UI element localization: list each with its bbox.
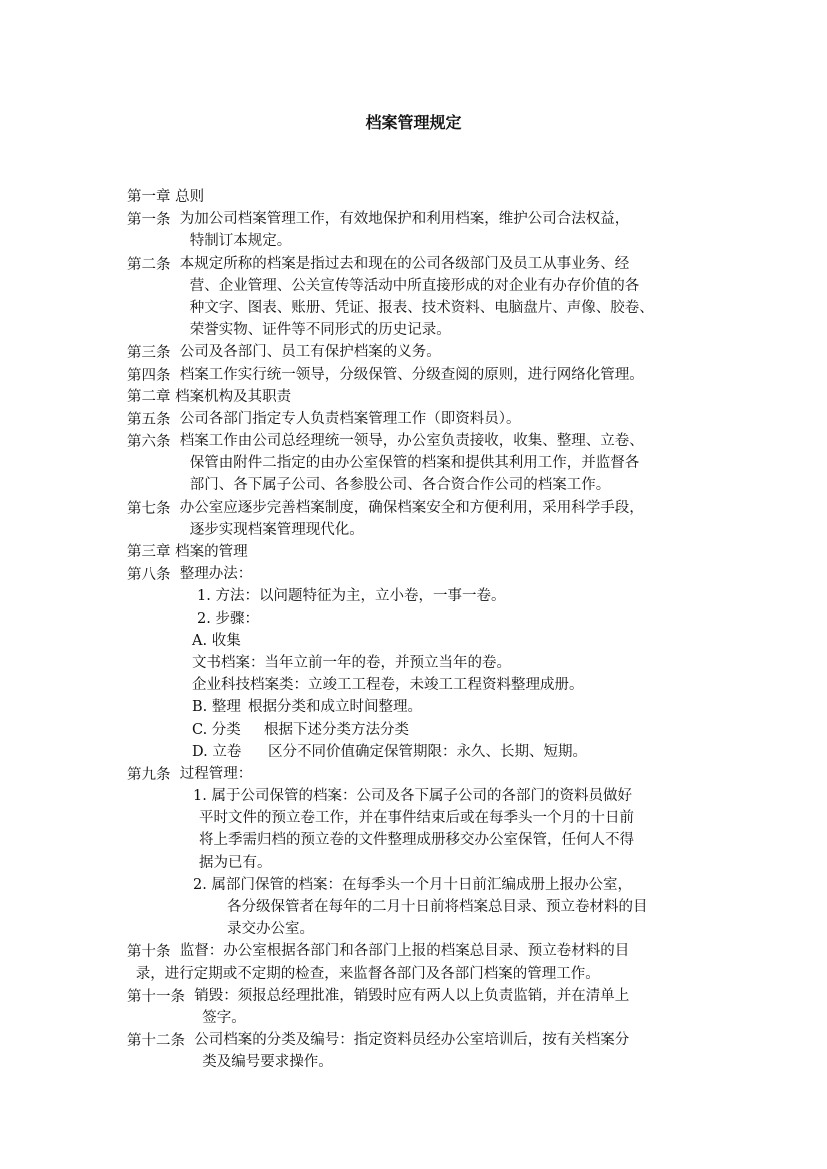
chapter-3-heading: 第三章 档案的管理 bbox=[127, 544, 248, 560]
step-d-text: 区分不同价值确定保管期限：永久、长期、短期。 bbox=[268, 743, 587, 760]
article-6-label: 第六条 bbox=[127, 434, 171, 451]
article-9-item-2-line-1: 2. 属部门保管的档案：在每季头一个月十日前汇编成册上报办公室， bbox=[193, 876, 632, 893]
article-8-step-b bbox=[127, 696, 705, 718]
article-6-line-3: 部门、各下属子公司、各参股公司、各合资合作公司的档案工作。 bbox=[189, 477, 611, 494]
article-11 bbox=[127, 985, 705, 1029]
article-12 bbox=[127, 1029, 705, 1073]
article-1-line-1: 为加公司档案管理工作，有效地保护和利用档案，维护公司合法权益， bbox=[179, 211, 630, 228]
article-12-label: 第十二条 bbox=[127, 1033, 185, 1050]
step-d-label: D. 立卷 bbox=[192, 743, 242, 760]
article-7 bbox=[127, 497, 705, 541]
article-8-steps: 2. 步骤： bbox=[197, 610, 259, 627]
article-2-line-1: 本规定所称的档案是指过去和现在的公司各级部门及员工从事业务、经 bbox=[179, 255, 630, 272]
article-10-label: 第十条 bbox=[127, 944, 171, 961]
article-8-doc-archive: 文书档案：当年立前一年的卷，并预立当年的卷。 bbox=[192, 654, 511, 671]
article-9-item-1-line-1: 1. 属于公司保管的档案：公司及各下属子公司的各部门的资料员做好 bbox=[193, 788, 632, 805]
article-3-text: 公司及各部门、员工有保护档案的义务。 bbox=[179, 344, 441, 361]
article-3 bbox=[127, 341, 705, 363]
article-9-text: 过程管理： bbox=[179, 765, 253, 782]
article-11-label: 第十一条 bbox=[127, 988, 185, 1005]
article-3-label: 第三条 bbox=[127, 345, 171, 362]
article-9-item-1-line-3: 将上季需归档的预立卷的文件整理成册移交办公室保管，任何人不得 bbox=[199, 832, 634, 849]
article-6-line-1: 档案工作由公司总经理统一领导，办公室负责接收，收集、整理、立卷、 bbox=[179, 433, 644, 450]
article-10 bbox=[127, 940, 705, 984]
chapter-2-heading: 第二章 档案机构及其职责 bbox=[127, 388, 292, 405]
article-9-item-2-line-3: 录交办公室。 bbox=[227, 921, 314, 938]
article-2 bbox=[127, 253, 705, 342]
article-12-line-1: 公司档案的分类及编号：指定资料员经办公室培训后，按有关档案分 bbox=[194, 1032, 630, 1049]
article-7-line-2: 逐步实现档案管理现代化。 bbox=[189, 521, 364, 538]
article-2-line-3: 种文字、图表、账册、凭证、报表、技术资料、电脑盘片、声像、胶卷、 bbox=[189, 299, 654, 316]
article-1-label: 第一条 bbox=[127, 212, 171, 229]
article-4-text: 档案工作实行统一领导，分级保管、分级查阅的原则，进行网络化管理。 bbox=[179, 366, 644, 383]
document-body bbox=[127, 186, 705, 1074]
step-c-text: 根据下述分类方法分类 bbox=[264, 721, 409, 738]
article-6 bbox=[127, 430, 705, 497]
article-9-item-1-line-4: 据为已有。 bbox=[199, 854, 272, 871]
article-9-item-1-line-2: 平时文件的预立卷工作，并在事件结束后或在每季头一个月的十日前 bbox=[199, 810, 634, 827]
article-8-collect: A. 收集 bbox=[192, 632, 241, 649]
article-8-method: 1. 方法：以问题特征为主，立小卷，一事一卷。 bbox=[197, 588, 506, 605]
article-5 bbox=[127, 408, 705, 430]
article-6-line-2: 保管由附件二指定的由办公室保管的档案和提供其利用工作，并监督各 bbox=[189, 455, 640, 472]
article-9-item-1 bbox=[127, 785, 705, 874]
article-1-line-2: 特制订本规定。 bbox=[189, 233, 292, 250]
article-8 bbox=[127, 563, 705, 585]
step-b-text: 根据分类和成立时间整理。 bbox=[248, 699, 422, 716]
article-5-text: 公司各部门指定专人负责档案管理工作（即资料员）。 bbox=[179, 410, 521, 427]
article-2-line-2: 营、企业管理、公关宣传等活动中所直接形成的对企业有办存价值的各 bbox=[189, 277, 640, 294]
step-c-label: C. 分类 bbox=[192, 721, 241, 738]
article-11-line-2: 签字。 bbox=[202, 1009, 246, 1026]
article-8-tech-archive: 企业科技档案类：立竣工工程卷，未竣工工程资料整理成册。 bbox=[192, 677, 584, 694]
article-8-step-c bbox=[127, 719, 705, 741]
article-12-line-2: 类及编号要求操作。 bbox=[202, 1054, 333, 1071]
article-5-label: 第五条 bbox=[127, 411, 171, 428]
article-1 bbox=[127, 208, 705, 252]
article-9 bbox=[127, 763, 705, 785]
step-b-label: B. 整理 bbox=[192, 699, 241, 716]
article-2-label: 第二条 bbox=[127, 256, 171, 273]
article-4-label: 第四条 bbox=[127, 367, 171, 384]
article-4 bbox=[127, 364, 705, 386]
article-7-line-1: 办公室应逐步完善档案制度，确保档案安全和方便利用，采用科学手段， bbox=[179, 499, 644, 516]
article-2-line-4: 荣誉实物、证件等不同形式的历史记录。 bbox=[189, 322, 451, 339]
chapter-1-heading: 第一章 总则 bbox=[127, 189, 205, 205]
document-title: 档案管理规定 bbox=[365, 113, 462, 132]
article-7-label: 第七条 bbox=[127, 500, 171, 517]
article-9-item-2-line-2: 各分级保管者在每年的二月十日前将档案总目录、预立卷材料的目 bbox=[227, 899, 648, 915]
article-8-step-d bbox=[127, 741, 705, 763]
article-9-label: 第九条 bbox=[127, 766, 171, 783]
article-8-label: 第八条 bbox=[127, 567, 171, 584]
article-9-item-2 bbox=[127, 874, 705, 941]
article-8-text: 整理办法： bbox=[179, 566, 253, 583]
article-10-line-1: 监督：办公室根据各部门和各部门上报的档案总目录、预立卷材料的目 bbox=[179, 943, 630, 960]
article-11-line-1: 销毁：须报总经理批准，销毁时应有两人以上负责监销，并在清单上 bbox=[194, 987, 630, 1004]
article-10-line-2: 录，进行定期或不定期的检查，来监督各部门及各部门档案的管理工作。 bbox=[135, 965, 600, 982]
